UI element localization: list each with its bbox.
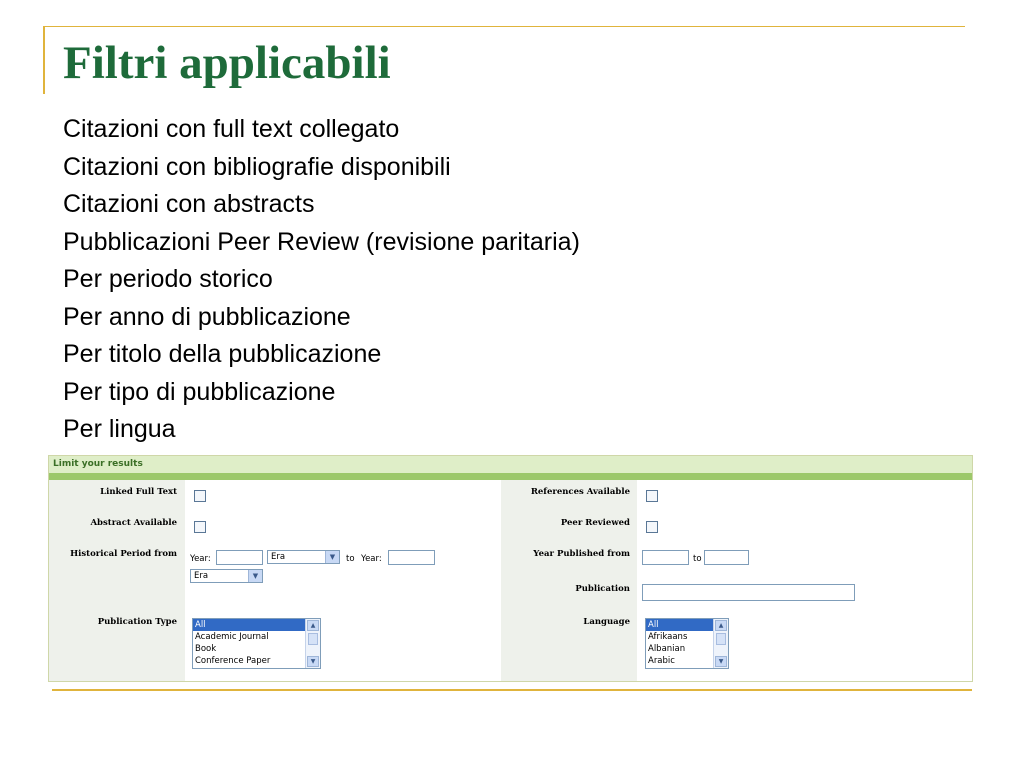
references-available-label: References Available (530, 487, 630, 497)
abstract-available-checkbox[interactable] (194, 521, 206, 533)
era-to-value: Era (194, 571, 209, 581)
list-option[interactable]: Afrikaans (648, 632, 688, 642)
listbox-scrollbar[interactable] (713, 619, 728, 668)
chevron-up-icon[interactable]: ▲ (715, 620, 727, 631)
chevron-up-icon[interactable]: ▲ (307, 620, 319, 631)
filter-item: Per periodo storico (63, 265, 273, 293)
peer-reviewed-label: Peer Reviewed (560, 518, 630, 528)
linked-full-text-checkbox[interactable] (194, 490, 206, 502)
filter-item: Pubblicazioni Peer Review (revisione paritaria) (63, 227, 580, 256)
scroll-thumb[interactable] (308, 633, 318, 645)
year-from-label: Year: (190, 554, 211, 564)
limit-results-panel (48, 455, 973, 682)
year-to-label: Year: (361, 554, 382, 564)
linked-full-text-label: Linked Full Text (100, 487, 177, 497)
panel-header-band (49, 473, 972, 480)
references-available-checkbox[interactable] (646, 490, 658, 502)
year-to-input[interactable] (388, 550, 435, 565)
left-label-column (49, 480, 185, 681)
filter-item: Citazioni con full text collegato (63, 115, 400, 143)
right-label-column (501, 480, 637, 681)
list-option[interactable]: All (193, 619, 320, 631)
filter-list (63, 111, 580, 449)
chevron-down-icon[interactable]: ▼ (715, 656, 727, 667)
panel-title: Limit your results (53, 459, 143, 469)
year-published-to-label: to (693, 554, 702, 564)
abstract-available-label: Abstract Available (90, 518, 177, 528)
filter-item: Per anno di pubblicazione (63, 302, 351, 331)
listbox-scrollbar[interactable] (305, 619, 320, 668)
year-published-label: Year Published from (533, 549, 630, 559)
year-published-to-input[interactable] (704, 550, 749, 565)
year-from-input[interactable] (216, 550, 263, 565)
filter-item: Citazioni con abstracts (63, 190, 315, 218)
filter-item: Per titolo della pubblicazione (63, 340, 382, 368)
language-listbox[interactable] (645, 618, 729, 669)
peer-reviewed-checkbox[interactable] (646, 521, 658, 533)
accent-vertical-line (43, 26, 45, 94)
scroll-thumb[interactable] (716, 633, 726, 645)
filter-item: Citazioni con bibliografie disponibili (63, 152, 451, 181)
chevron-down-icon: ▼ (248, 570, 262, 582)
publication-label: Publication (575, 584, 630, 594)
accent-top-line (45, 26, 965, 27)
filter-item: Per tipo di pubblicazione (63, 377, 336, 406)
list-option[interactable]: Academic Journal (195, 632, 269, 642)
list-option[interactable]: Albanian (648, 644, 686, 654)
era-from-value: Era (271, 552, 286, 562)
publication-type-listbox[interactable] (192, 618, 321, 669)
chevron-down-icon[interactable]: ▼ (307, 656, 319, 667)
era-from-select[interactable] (267, 550, 340, 564)
panel-header (49, 456, 972, 474)
publication-input[interactable] (642, 584, 855, 601)
year-published-from-input[interactable] (642, 550, 689, 565)
era-to-select[interactable] (190, 569, 263, 583)
language-label: Language (583, 617, 630, 627)
accent-bottom-line (52, 689, 972, 691)
publication-type-label: Publication Type (97, 617, 177, 627)
to-label: to (346, 554, 355, 564)
list-option[interactable]: All (646, 619, 728, 631)
slide-title: Filtri applicabili (63, 37, 391, 89)
list-option[interactable]: Conference Paper (195, 656, 271, 666)
filter-item: Per lingua (63, 415, 176, 443)
chevron-down-icon: ▼ (325, 551, 339, 563)
list-option[interactable]: Book (195, 644, 217, 654)
historical-period-label: Historical Period from (70, 549, 177, 559)
list-option[interactable]: Arabic (648, 656, 675, 666)
